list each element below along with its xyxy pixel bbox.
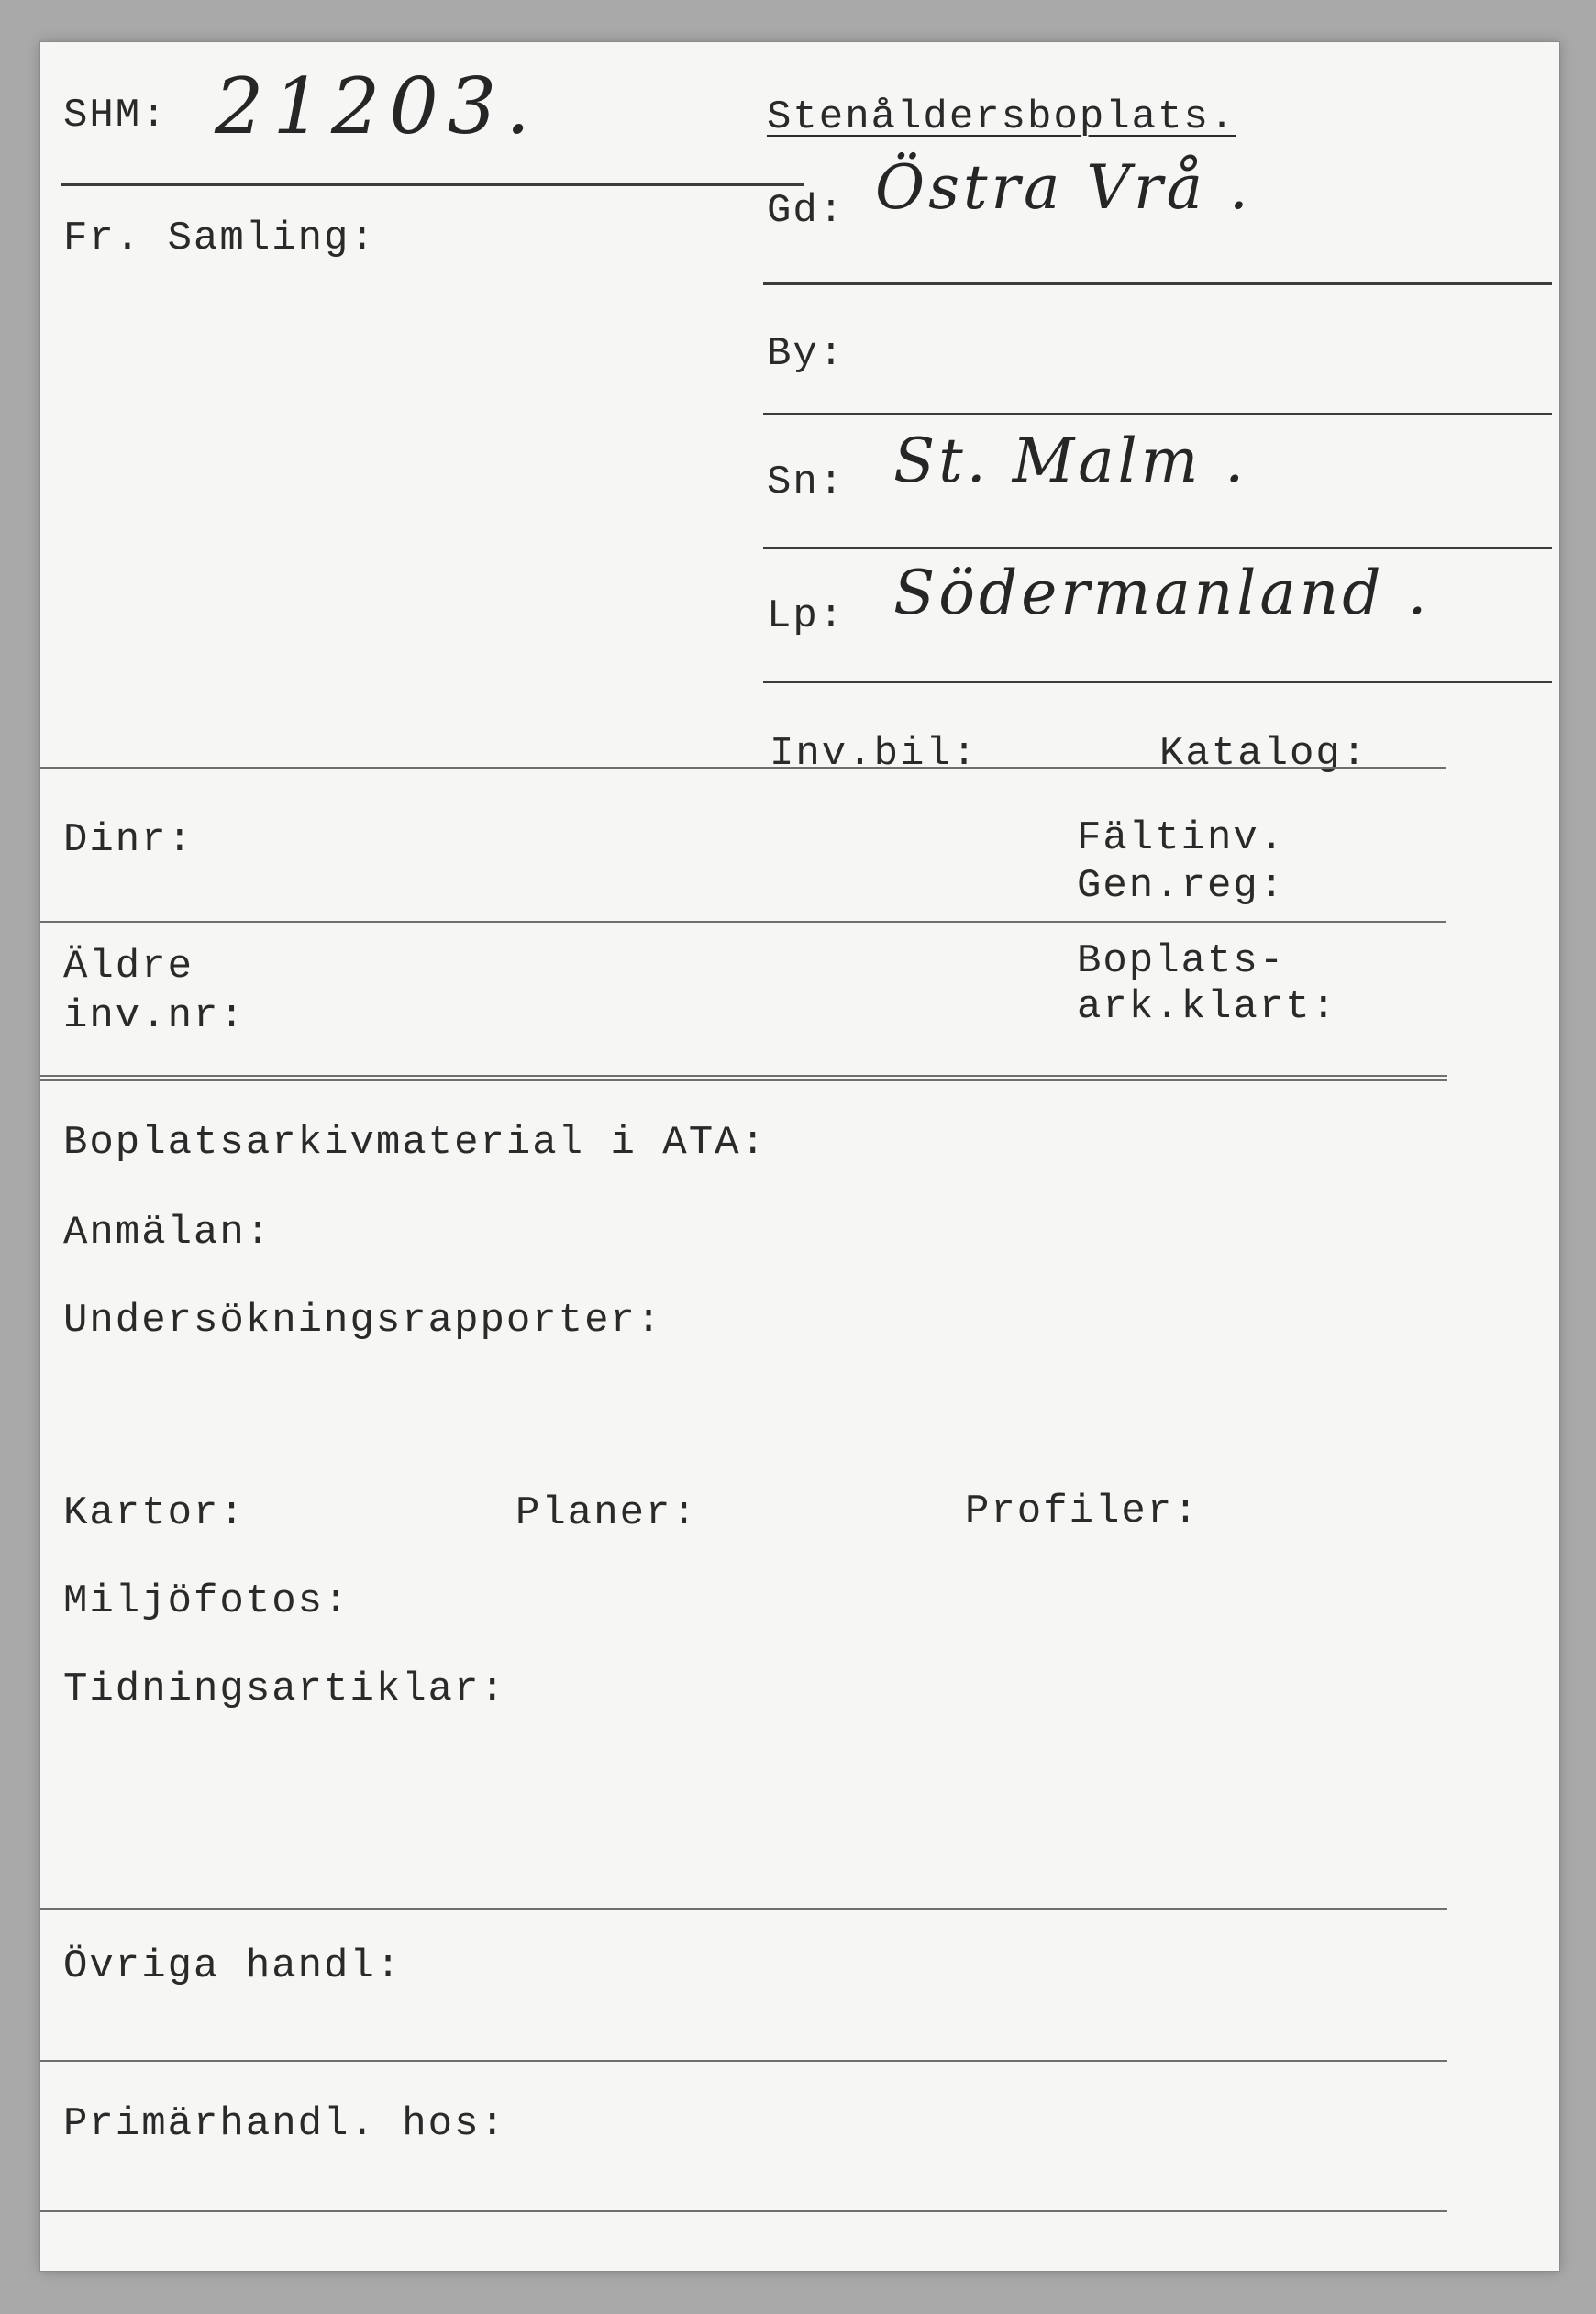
sn-value-handwritten: St. Malm . [893, 426, 1248, 496]
ovriga-rule [40, 2060, 1447, 2062]
inventory-top-rule [40, 767, 1446, 769]
gen-reg-label: Gen.reg: [1077, 863, 1286, 909]
by-label: By: [767, 331, 846, 377]
faltinv-label: Fältinv. [1077, 815, 1286, 861]
archive-heading: Boplatsarkivmaterial i ATA: [63, 1120, 767, 1166]
sn-label: Sn: [767, 459, 846, 505]
gd-value-handwritten: Östra Vrå . [875, 152, 1252, 223]
anmalan-label: Anmälan: [63, 1210, 272, 1256]
gd-rule [763, 282, 1552, 285]
primar-label: Primärhandl. hos: [63, 2101, 506, 2147]
katalog-label: Katalog: [1159, 731, 1369, 777]
lp-label: Lp: [767, 593, 846, 639]
sn-rule [763, 547, 1552, 549]
dinr-label: Dinr: [63, 817, 194, 863]
archive-rule [40, 1908, 1447, 1910]
lp-rule [763, 681, 1552, 683]
profiler-label: Profiler: [965, 1489, 1200, 1534]
shm-label: SHM: [63, 93, 168, 138]
catalog-card [40, 42, 1559, 2271]
undersokning-label: Undersökningsrapporter: [63, 1298, 663, 1344]
tidning-label: Tidningsartiklar: [63, 1666, 506, 1712]
aldre-label: Äldre [63, 944, 194, 990]
primar-rule [40, 2210, 1447, 2212]
boplats-label: Boplats- [1077, 938, 1286, 984]
inv-bil-label: Inv.bil: [770, 731, 979, 777]
ovriga-label: Övriga handl: [63, 1943, 403, 1989]
fr-samling-label: Fr. Samling: [63, 216, 376, 261]
kartor-label: Kartor: [63, 1490, 246, 1536]
inventory-double-rule [40, 1075, 1447, 1081]
planer-label: Planer: [515, 1490, 698, 1536]
shm-rule [61, 183, 804, 186]
shm-number-handwritten: 21203. [215, 61, 539, 151]
gd-label: Gd: [767, 188, 846, 234]
inv-nr-label: inv.nr: [63, 993, 246, 1039]
lp-value-handwritten: Södermanland . [893, 558, 1431, 628]
site-type-heading: Stenåldersboplats. [767, 94, 1236, 140]
ark-klart-label: ark.klart: [1077, 984, 1338, 1030]
miljofotos-label: Miljöfotos: [63, 1578, 350, 1624]
dinr-rule [40, 921, 1446, 923]
by-rule [763, 413, 1552, 415]
